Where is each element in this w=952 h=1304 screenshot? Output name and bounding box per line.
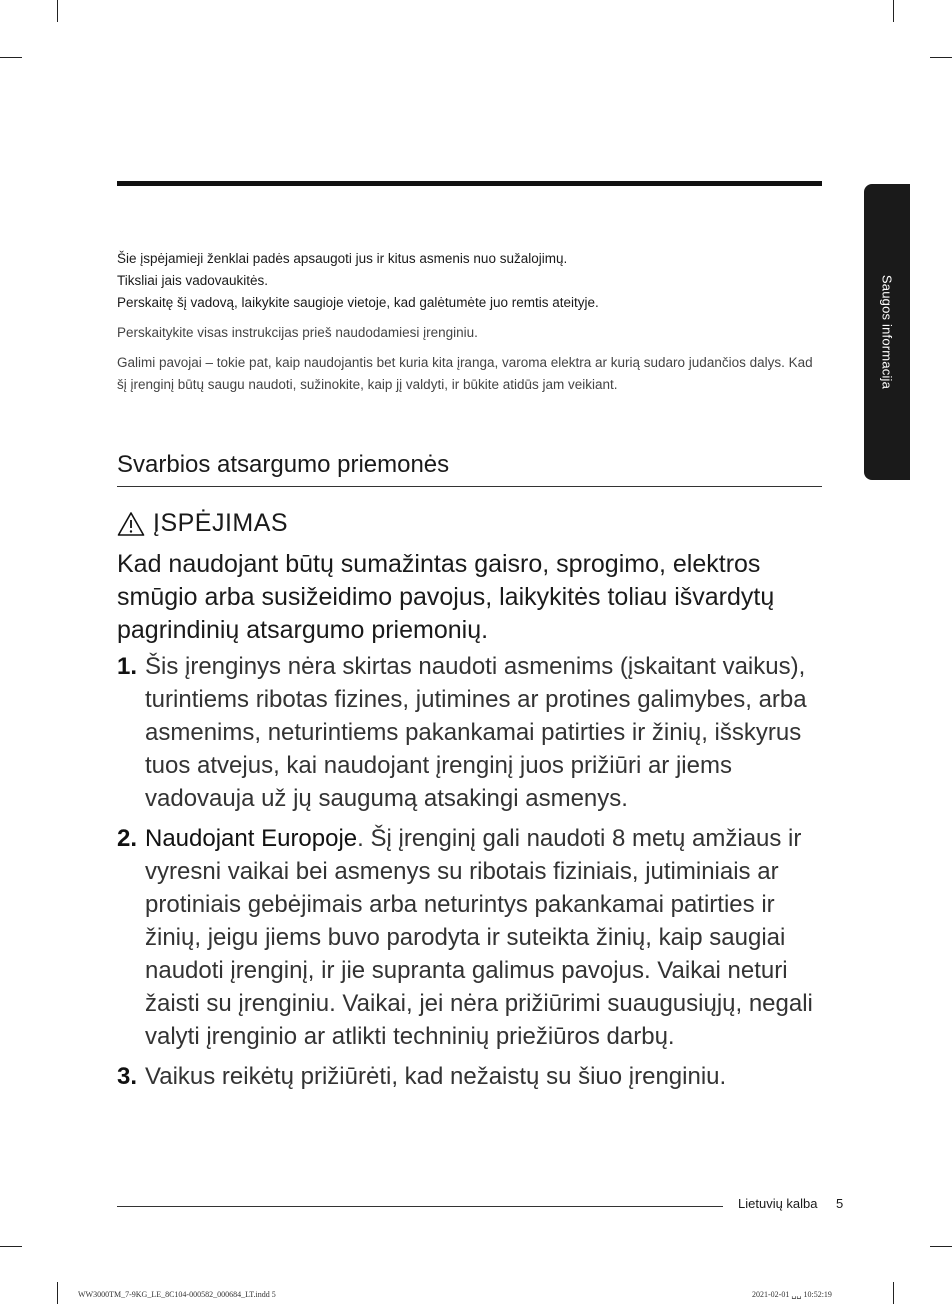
intro-paragraph: Perskaitykite visas instrukcijas prieš naudodamiesi įrenginiu.: [117, 325, 478, 340]
warning-heading: [117, 509, 288, 538]
list-item: [117, 822, 822, 1053]
side-tab-label: Saugos informacija: [879, 274, 895, 390]
crop-mark: [893, 1282, 894, 1304]
warning-lead: Kad naudojant būtų sumažintas gaisro, sprogimo, elektros smūgio arba susižeidimo pavojus, laikykitės toliau išvardytų pagrindinių atsargumo priemonių.: [117, 550, 775, 644]
crop-mark: [0, 1246, 22, 1247]
warning-triangle-icon: [117, 511, 145, 537]
page-number: 5: [836, 1196, 844, 1211]
precautions-list: [117, 650, 822, 1100]
section-title: Svarbios atsargumo priemonės: [117, 448, 822, 487]
warning-label: ĮSPĖJIMAS: [153, 509, 289, 537]
list-item-number: 1.: [117, 653, 138, 680]
side-section-tab: [864, 184, 910, 480]
footer-language: Lietuvių kalba: [738, 1196, 818, 1211]
list-item-emphasis: Naudojant Europoje: [145, 825, 358, 852]
list-item: [117, 1060, 822, 1093]
list-item: [117, 650, 822, 815]
crop-mark: [57, 1282, 58, 1304]
intro-line: Tiksliai jais vadovaukitės.: [117, 273, 269, 288]
intro-paragraph: Galimi pavojai – tokie pat, kaip naudojantis bet kuria kita įranga, varoma elektra ar kurią sudaro judančios dalys. Kad šį įrenginį būtų saugu naudoti, sužinokite, kaip jį valdyti, ir būkite atidūs jam veikiant.: [117, 355, 813, 392]
intro-block: [117, 248, 822, 396]
list-item-text: . Šį įrenginį gali naudoti 8 metų amžiaus ir vyresni vaikai bei asmenys su ribotais fiziniais, jutiminiais ar protiniais gebėjimais arba neturintys pakankamai patirties ir žinių, jeigu jiems buvo parodyta ir suteikta žinių, kaip saugiai naudoti įrenginį, ir jie supranta galimus pavojus. Vaikai neturi žaisti su įrenginiu. Vaikai, jei nėra prižiūrimi suaugusiųjų, negali valyti įrenginio ar atlikti techninių priežiūros darbų.: [145, 825, 813, 1050]
footer-rule: [117, 1206, 723, 1207]
crop-mark: [57, 0, 58, 22]
crop-mark: [893, 0, 894, 22]
list-item-text: Šis įrenginys nėra skirtas naudoti asmenims (įskaitant vaikus), turintiems ribotas fizines, jutimines ar protines galimybes, arba asmenims, neturintiems pakankamai patirties ir žinių, išskyrus tuos atvejus, kai naudojant įrenginį juos prižiūri ar jiems vadovauja už jų saugumą atsakingi asmenys.: [145, 653, 807, 812]
list-item-number: 2.: [117, 825, 138, 852]
list-item-number: 3.: [117, 1063, 138, 1090]
crop-mark: [930, 1246, 952, 1247]
intro-line: Šie įspėjamieji ženklai padės apsaugoti jus ir kitus asmenis nuo sužalojimų.: [117, 251, 568, 266]
print-slug-file: WW3000TM_7-9KG_LE_8C104-000582_000684_LT.indd 5: [78, 1290, 276, 1299]
header-rule: [117, 181, 822, 186]
crop-mark: [930, 57, 952, 58]
crop-mark: [0, 57, 22, 58]
intro-line: Perskaitę šį vadovą, laikykite saugioje vietoje, kad galėtumėte juo remtis ateityje.: [117, 295, 599, 310]
list-item-text: Vaikus reikėtų prižiūrėti, kad nežaistų su šiuo įrenginiu.: [145, 1063, 727, 1090]
print-slug-timestamp: 2021-02-01 ␣␣ 10:52:19: [752, 1290, 832, 1299]
